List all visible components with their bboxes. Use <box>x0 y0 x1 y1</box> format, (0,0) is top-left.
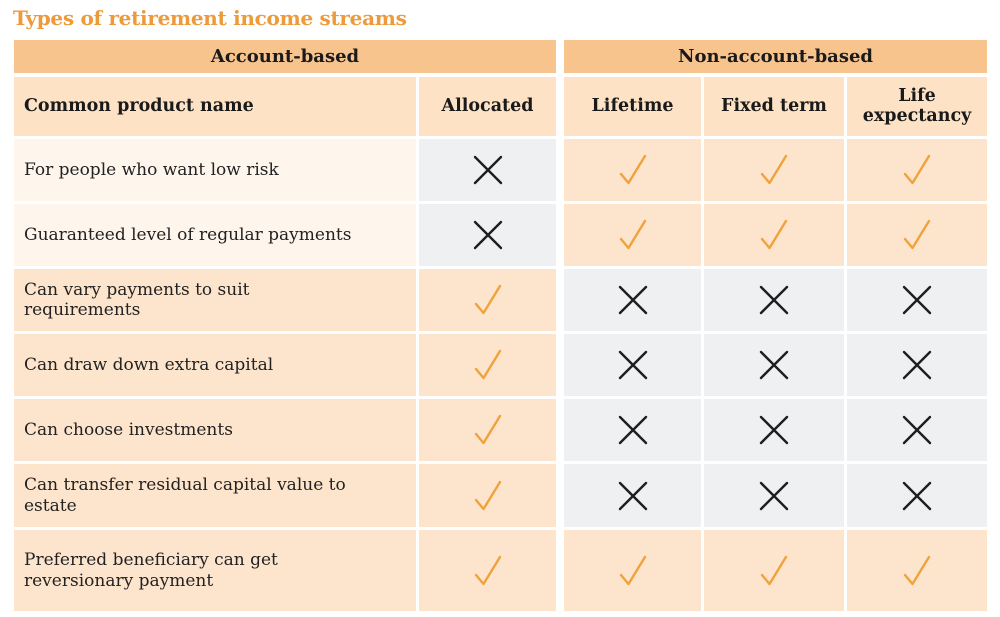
column-header <box>419 77 556 136</box>
cross-icon <box>759 285 789 315</box>
cross-cell <box>419 204 556 266</box>
tick-cell <box>847 530 987 611</box>
cross-icon <box>759 415 789 445</box>
group-header-label: Account-based <box>210 46 360 67</box>
column-header <box>847 77 987 136</box>
tick-cell <box>419 269 556 331</box>
row-label: Can transfer residual capital value to estate <box>24 475 346 516</box>
cross-icon <box>902 415 932 445</box>
tick-cell <box>564 530 701 611</box>
cross-cell <box>419 139 556 201</box>
row-label: Can vary payments to suit requirements <box>24 279 250 320</box>
row-label-cell <box>14 139 416 201</box>
row-label-cell <box>14 399 416 461</box>
row-label-cell <box>14 269 416 331</box>
cross-cell <box>564 334 701 396</box>
tick-icon <box>473 413 503 447</box>
tick-icon <box>473 479 503 513</box>
cross-cell <box>704 269 844 331</box>
column-header <box>704 77 844 136</box>
cross-icon <box>473 155 503 185</box>
group-header-label: Non-account-based <box>678 46 873 67</box>
group-header-account-based <box>14 40 556 73</box>
cross-icon <box>902 481 932 511</box>
cross-cell <box>704 464 844 527</box>
cross-icon <box>618 415 648 445</box>
cross-icon <box>759 481 789 511</box>
row-label: Preferred beneficiary can get reversionary payment <box>24 550 278 591</box>
column-header-label: Life expectancy <box>862 85 972 126</box>
cross-cell <box>564 464 701 527</box>
tick-cell <box>564 204 701 266</box>
tick-cell <box>564 139 701 201</box>
column-header-label: Common product name <box>24 95 254 116</box>
cross-cell <box>847 399 987 461</box>
tick-icon <box>618 153 648 187</box>
tick-cell <box>704 139 844 201</box>
tick-cell <box>847 139 987 201</box>
column-header-label: Allocated <box>441 95 534 116</box>
tick-cell <box>704 204 844 266</box>
row-label-cell <box>14 204 416 266</box>
tick-icon <box>473 554 503 588</box>
cross-cell <box>847 269 987 331</box>
cross-cell <box>847 334 987 396</box>
tick-icon <box>902 153 932 187</box>
tick-icon <box>902 218 932 252</box>
row-label-cell <box>14 464 416 527</box>
tick-icon <box>759 218 789 252</box>
cross-cell <box>704 334 844 396</box>
cross-cell <box>847 464 987 527</box>
cross-cell <box>704 399 844 461</box>
tick-cell <box>847 204 987 266</box>
row-label-cell <box>14 530 416 611</box>
tick-icon <box>473 348 503 382</box>
tick-cell <box>419 464 556 527</box>
cross-icon <box>902 285 932 315</box>
page-title: Types of retirement income streams <box>13 6 407 30</box>
row-label: For people who want low risk <box>24 159 279 180</box>
tick-icon <box>618 218 648 252</box>
tick-icon <box>759 554 789 588</box>
column-header-label: Fixed term <box>721 95 827 116</box>
column-header <box>564 77 701 136</box>
tick-icon <box>759 153 789 187</box>
row-label: Guaranteed level of regular payments <box>24 224 352 245</box>
tick-icon <box>618 554 648 588</box>
cross-cell <box>564 269 701 331</box>
tick-icon <box>902 554 932 588</box>
cross-cell <box>564 399 701 461</box>
cross-icon <box>618 481 648 511</box>
tick-cell <box>704 530 844 611</box>
column-header <box>14 77 416 136</box>
tick-cell <box>419 530 556 611</box>
tick-cell <box>419 399 556 461</box>
cross-icon <box>902 350 932 380</box>
cross-icon <box>618 350 648 380</box>
group-header-non-account-based <box>564 40 987 73</box>
cross-icon <box>618 285 648 315</box>
tick-icon <box>473 283 503 317</box>
tick-cell <box>419 334 556 396</box>
cross-icon <box>759 350 789 380</box>
row-label: Can draw down extra capital <box>24 354 274 375</box>
row-label-cell <box>14 334 416 396</box>
column-header-label: Lifetime <box>591 95 674 116</box>
cross-icon <box>473 220 503 250</box>
row-label: Can choose investments <box>24 419 233 440</box>
